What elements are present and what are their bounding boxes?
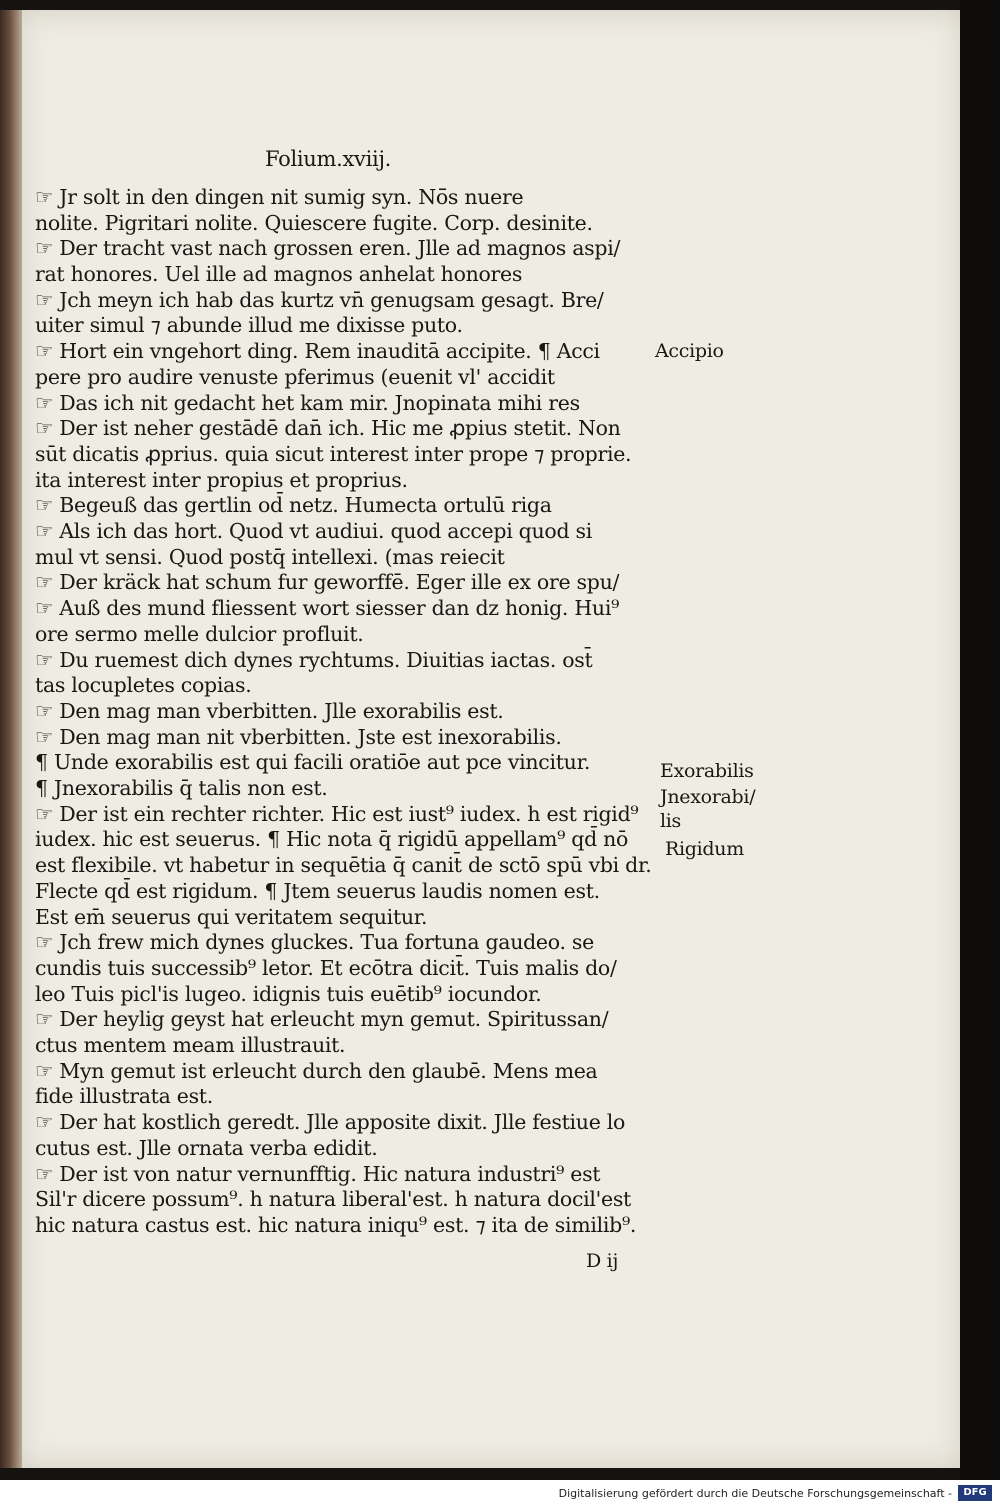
text-line: ☞ Das ich nit gedacht het kam mir. Jnopinata mihi res [35,391,580,415]
dfg-logo: DFG [958,1485,992,1501]
marginal-note: Jnexorabi/ [660,786,756,808]
signature-mark: D ij [586,1250,619,1272]
text-line: ☞ Der heylig geyst hat erleucht myn gemut. Spiritussan/ [35,1007,609,1031]
text-line: ¶ Jnexorabilis q̄ talis non est. [35,776,328,800]
text-line: est flexibile. vt habetur in sequētia q̄ canit̄ de sctō spū vbi dr. [35,853,652,877]
text-line: Flecte qd̄ est rigidum. ¶ Jtem seuerus laudis nomen est. [35,879,600,903]
text-line: nolite. Pigritari nolite. Quiescere fugite. Corp. desinite. [35,211,593,235]
text-line: ☞ Jch frew mich dynes gluckes. Tua fortuna gaudeo. se [35,930,594,954]
text-line: leo Tuis picl'is lugeo. idignis tuis euētib⁹ iocundor. [35,982,542,1006]
text-line: ☞ Myn gemut ist erleucht durch den glaubē. Mens mea [35,1059,598,1083]
text-line: ☞ Der kräck hat schum fur geworffē. Eger ille ex ore spu/ [35,570,620,594]
text-line: rat honores. Uel ille ad magnos anhelat honores [35,262,523,286]
text-line: cutus est. Jlle ornata verba edidit. [35,1136,378,1160]
marginal-note: lis [660,810,682,832]
text-line: pere pro audire venuste pferimus (euenit vl' accidit [35,365,555,389]
text-line: mul vt sensi. Quod postq̄ intellexi. (mas reiecit [35,545,505,569]
scan-border-right [960,0,1000,1480]
text-line: ☞ Jch meyn ich hab das kurtz vn̄ genugsam gesagt. Bre/ [35,288,604,312]
marginal-note: Rigidum [665,838,744,860]
text-line: Sil'r dicere possum⁹. h natura liberal'est. h natura docil'est [35,1187,631,1211]
text-line: ☞ Hort ein vngehort ding. Rem inauditā accipite. ¶ Acci [35,339,600,363]
text-line: ☞ Der hat kostlich geredt. Jlle apposite dixit. Jlle festiue lo [35,1110,626,1134]
text-line: ita interest inter propius et proprius. [35,468,408,492]
text-line: ☞ Den mag man vberbitten. Jlle exorabilis est. [35,699,504,723]
text-line: uiter simul ⁊ abunde illud me dixisse puto. [35,313,463,337]
text-line: ☞ Begeuß das gertlin od̄ netz. Humecta ortulū riga [35,493,552,517]
text-line: ore sermo melle dulcior profluit. [35,622,364,646]
text-line: ☞ Auß des mund fliessent wort siesser dan dz honig. Hui⁹ [35,596,620,620]
text-line: ☞ Du ruemest dich dynes rychtums. Diuitias iactas. ost̄ [35,648,593,672]
text-line: ☞ Jr solt in den dingen nit sumig syn. Nō̄s nuere [35,185,524,209]
text-line: ctus mentem meam illustrauit. [35,1033,346,1057]
marginal-note: Exorabilis [660,760,754,782]
footer-bar [0,1480,1000,1507]
text-line: ☞ Der ist ein rechter richter. Hic est iust⁹ iudex. h est rigid⁹ [35,802,639,826]
text-line: hic natura castus est. hic natura iniqu⁹ est. ⁊ ita de similib⁹. [35,1213,637,1237]
text-line: Est em̄ seuerus qui veritatem sequitur. [35,905,428,929]
text-line: fide illustrata est. [35,1084,213,1108]
text-line: ☞ Der ist von natur vernunfftig. Hic natura industri⁹ est [35,1162,601,1186]
text-line: tas locupletes copias. [35,673,252,697]
page-binding-edge [0,10,22,1468]
footer-credit: Digitalisierung gefördert durch die Deutsche Forschungsgemeinschaft - [558,1487,952,1500]
text-line: ☞ Als ich das hort. Quod vt audiui. quod accepi quod si [35,519,592,543]
text-line: sūt dicatis ꝓprius. quia sicut interest inter prope ⁊ proprie. [35,442,632,466]
folio-heading: Folium.xviij. [265,147,392,171]
marginal-note: Accipio [655,340,724,362]
text-line: ☞ Der ist neher gestādē dan̄ ich. Hic me ꝓpius stetit. Non [35,416,621,440]
text-line: iudex. hic est seuerus. ¶ Hic nota q̄ rigidū appellam⁹ qd̄ nō [35,827,629,851]
text-line: ☞ Der tracht vast nach grossen eren. Jlle ad magnos aspi/ [35,236,621,260]
text-line: ¶ Unde exorabilis est qui facili oratiōe aut pce vincitur. [35,750,591,774]
text-line: ☞ Den mag man nit vberbitten. Jste est inexorabilis. [35,725,562,749]
text-line: cundis tuis successib⁹ letor. Et ecōtra dicit̄. Tuis malis do/ [35,956,617,980]
